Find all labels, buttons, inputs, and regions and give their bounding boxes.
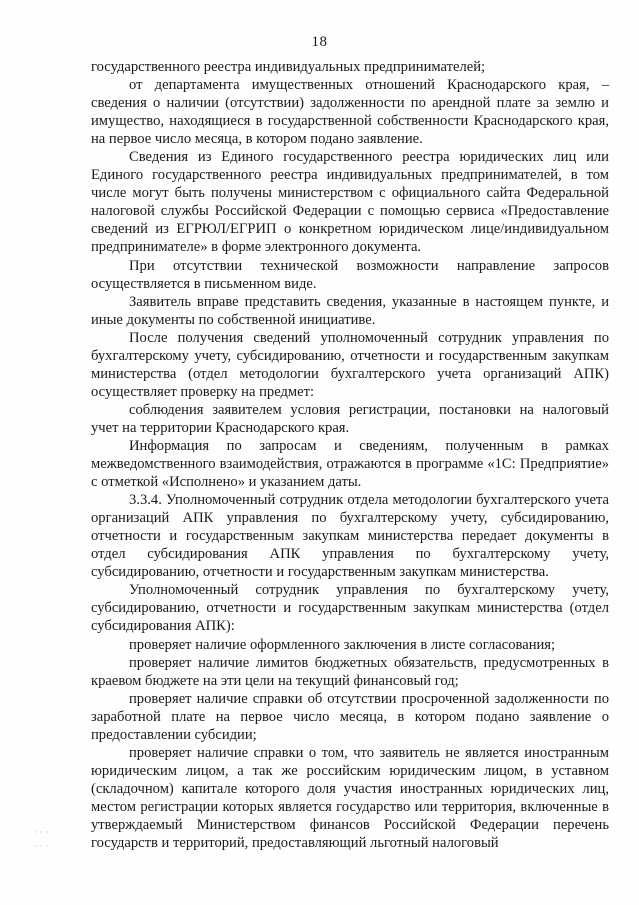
paragraph: Заявитель вправе представить сведения, указанные в настоящем пункте, и иные документы по собственной инициативе. (91, 293, 609, 328)
paragraph: проверяет наличие оформленного заключения в листе согласования; (129, 636, 556, 653)
document-body (91, 58, 609, 852)
paragraph: После получения сведений уполномоченный сотрудник управления по бухгалтерскому учету, субсидированию, отчетности и государственным закупкам министерства (отдел методологии бухгалтерского учета организаций АПК) осуществляет проверку на предмет: (91, 329, 609, 400)
paragraph: Информация по запросам и сведениям, полученным в рамках межведомственного взаимодействия, отражаются в программе «1С: Предприятие» с отметкой «Исполнено» и указанием даты. (91, 437, 609, 491)
paragraph: проверяет наличие справки о том, что заявитель не является иностранным юридическим лицом, а так же российским юридическим лицом, в уставном (складочном) капитале которого доля участия иностранных юридических лиц, местом регистрации которых является государство или территория, включенные в утверждаемый Министерством финансов Российской Федерации перечень государств и территорий, предоставляющий льготный налоговый (91, 744, 609, 852)
paragraph: от департамента имущественных отношений Краснодарского края, – сведения о наличии (отсутствии) задолженности по арендной плате за землю и имущество, находящиеся в государственной собственности Краснодарского края, на первое число месяца, в котором подано заявление. (91, 77, 609, 148)
scan-artifact: · · · (34, 842, 49, 852)
scan-artifact: · · · (34, 828, 49, 838)
paragraph: соблюдения заявителем условия регистрации, постановки на налоговый учет на территории Краснодарского края. (91, 401, 609, 436)
paragraph: государственного реестра индивидуальных предпринимателей; (91, 59, 486, 75)
paragraph: 3.3.4. Уполномоченный сотрудник отдела методологии бухгалтерского учета организаций АПК управления по бухгалтерскому учету, субсидированию, отчетности и государственным закупкам министерства передает документы в отдел субсидирования АПК управления по бухгалтерскому учету, субсидированию, отчетности и государственным закупкам министерства. (91, 492, 609, 581)
paragraph: проверяет наличие справки об отсутствии просроченной задолженности по заработной плате на первое число месяца, в котором подано заявление о предоставлении субсидии; (91, 690, 609, 743)
paragraph: При отсутствии технической возможности направление запросов осуществляется в письменном виде. (91, 257, 609, 292)
page-number: 18 (311, 34, 328, 50)
paragraph: проверяет наличие лимитов бюджетных обязательств, предусмотренных в краевом бюджете на эти цели на текущий финансовый год; (91, 654, 609, 689)
paragraph: Сведения из Единого государственного реестра юридических лиц или Единого государственного реестра индивидуальных предпринимателей, в том числе могут быть получены министерством с официального сайта Федеральной налоговой службы Российской Федерации с помощью сервиса «Предоставление сведений из ЕГРЮЛ/ЕГРИП о конкретном юридическом лице/индивидуальном предпринимателе» в форме электронного документа. (91, 149, 609, 256)
paragraph: Уполномоченный сотрудник управления по бухгалтерскому учету, субсидированию, отчетности и государственным закупкам министерства (отдел субсидирования АПК): (91, 582, 609, 635)
